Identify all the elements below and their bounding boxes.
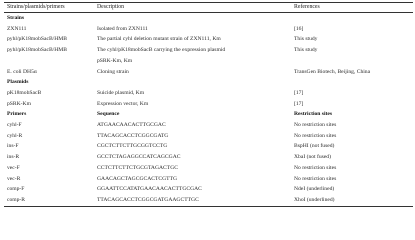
table-bottom-rule xyxy=(4,206,413,207)
table-row xyxy=(4,56,413,66)
table-row xyxy=(4,34,413,44)
cell-name: vec-R xyxy=(7,175,21,182)
cell-name: Primers xyxy=(7,111,27,118)
cell-name: cyhl-R xyxy=(7,132,23,139)
cell-description: CGCTCTTCTTGCGGTCCTG xyxy=(97,143,168,150)
table-row xyxy=(4,163,413,173)
cell-name: comp-R xyxy=(7,196,26,203)
cell-name: cyhl-F xyxy=(7,122,22,128)
cell-reference: [17] xyxy=(294,89,304,96)
cell-name: E. coli DH5α xyxy=(7,68,37,75)
cell-description: pSRK-Km, Km xyxy=(97,57,133,64)
cell-name: ZXN111 xyxy=(7,25,27,32)
table-row xyxy=(4,99,413,109)
section-row xyxy=(4,13,413,23)
table-row xyxy=(4,67,413,77)
cell-description: TTACAGCACCTCGGCGATG xyxy=(97,132,169,139)
cell-description: GGAATTCCATATGAACAACACTTGCGAC xyxy=(97,186,202,193)
cell-name: ins-F xyxy=(7,143,19,150)
cell-reference: Restriction sites xyxy=(294,111,333,118)
cell-reference: [16] xyxy=(294,25,304,32)
header-references: References xyxy=(294,4,320,10)
cell-reference: TransGen Biotech, Beijing, China xyxy=(294,68,371,75)
cell-description: GCCTCTAGAGGCCATCAGCGAC xyxy=(97,154,181,161)
cell-description: ATGAACAACACTTGCGAC xyxy=(97,122,166,128)
cell-reference: This study xyxy=(294,47,318,54)
table-row xyxy=(4,120,413,130)
table-row xyxy=(4,88,413,98)
cell-description: CCTCTTCTTCTGCGTAGACTGC xyxy=(97,164,178,171)
table-row xyxy=(4,152,413,162)
table-row xyxy=(4,45,413,55)
cell-name: vec-F xyxy=(7,164,20,171)
cell-name: pyhl/pK18mobSacB/HMB xyxy=(7,47,67,54)
cell-reference: This study xyxy=(294,36,318,43)
cell-reference: No restriction sites xyxy=(294,164,337,171)
cell-reference: [17] xyxy=(294,100,304,107)
cell-description: TTACAGCACCTCGGCGATGAAGCTTGC xyxy=(97,196,199,203)
table-row xyxy=(4,195,413,205)
header-description: Description xyxy=(97,4,125,10)
section-row xyxy=(4,77,413,87)
header-strains: Strains/plasmids/primers xyxy=(7,4,65,10)
cell-reference: XbaI (not fused) xyxy=(294,154,331,161)
cell-name: pyhl/pK18mobSacB/HMB xyxy=(7,36,67,43)
cell-reference: XhoI (underlined) xyxy=(294,196,335,203)
cell-description: Expression vector, Km xyxy=(97,100,149,107)
cell-name: Plasmids xyxy=(7,79,29,86)
table-row xyxy=(4,184,413,194)
cell-name: comp-F xyxy=(7,186,25,193)
cell-reference: BspHI (not fused) xyxy=(294,143,335,150)
cell-reference: No restriction sites xyxy=(294,122,337,128)
section-row xyxy=(4,109,413,119)
cell-description: Isolated from ZXN111 xyxy=(97,25,148,32)
cell-description: The partial cyhl deletion mutant strain of ZXN111, Km xyxy=(97,36,221,43)
cell-name: pSRK-Km xyxy=(7,100,31,107)
cell-description: GAACAGCTAGCGCACTCGTTG xyxy=(97,175,178,182)
cell-description: Cloning strain xyxy=(97,68,129,75)
cell-name: Strains xyxy=(7,15,25,21)
cell-description: The cyhl/pK18mobSacB carrying the expression plasmid xyxy=(97,47,226,54)
cell-reference: No restriction sites xyxy=(294,132,337,139)
cell-reference: No restriction sites xyxy=(294,175,337,182)
table-row xyxy=(4,131,413,141)
cell-reference: NdeI (underlined) xyxy=(294,186,335,193)
table-row xyxy=(4,174,413,184)
cell-description: Sequence xyxy=(97,111,120,118)
cell-description: Suicide plasmid, Km xyxy=(97,89,145,96)
table-row xyxy=(4,24,413,34)
table-row xyxy=(4,141,413,151)
cell-name: ins-R xyxy=(7,154,20,161)
table-header-row xyxy=(4,2,413,12)
cell-name: pK18mobSacB xyxy=(7,89,42,96)
